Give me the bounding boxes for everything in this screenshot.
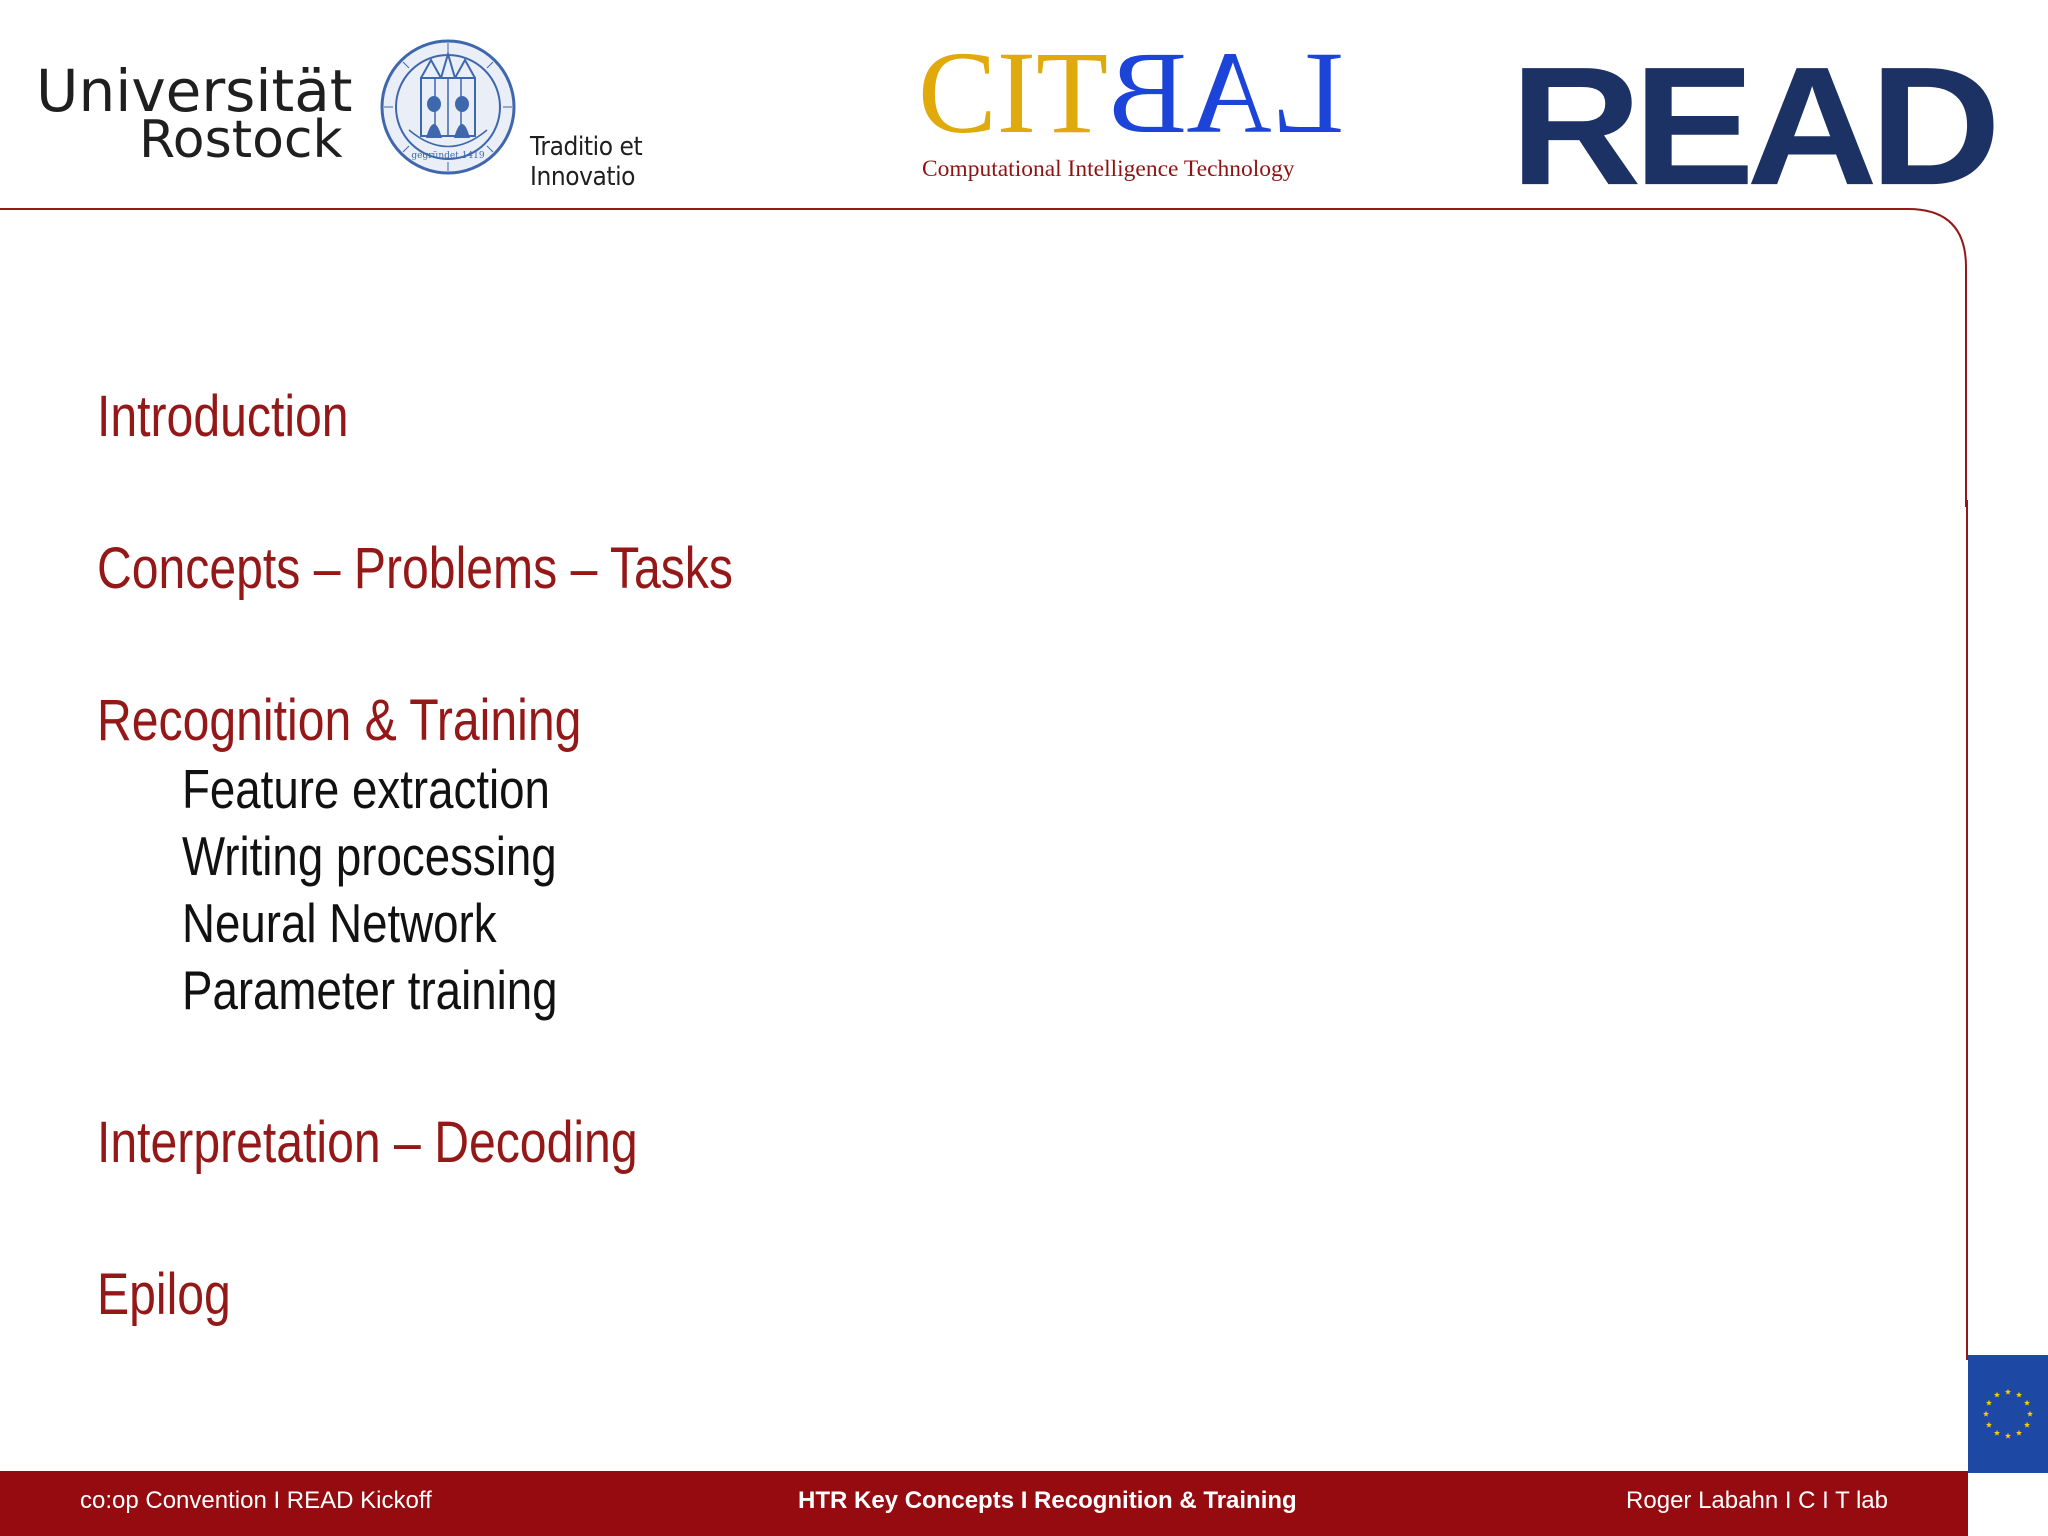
footer-event: co:op Convention I READ Kickoff <box>80 1487 432 1514</box>
outline-subitem-writing-processing: Writing processing <box>182 825 557 887</box>
eu-star <box>2016 1430 2022 1436</box>
outline-item-introduction: Introduction <box>97 384 349 449</box>
citlab-subtitle: Computational Intelligence Technology <box>922 156 1295 182</box>
university-name-line1: Universität <box>36 57 353 125</box>
read-logo: READ <box>1510 32 1993 221</box>
outline-item-interpretation-decoding: Interpretation – Decoding <box>97 1110 638 1175</box>
footer-author: Roger Labahn I C I T lab <box>1626 1487 1888 1514</box>
outline-item-epilog: Epilog <box>97 1262 231 1327</box>
slide-outline <box>97 0 1797 1480</box>
eu-star <box>2005 1389 2011 1395</box>
eu-star <box>2027 1411 2033 1417</box>
seal-inscription: gegründet 1419 <box>411 151 485 161</box>
eu-star <box>1994 1430 2000 1436</box>
outline-item-concepts: Concepts – Problems – Tasks <box>97 536 733 601</box>
footer-title: HTR Key Concepts I Recognition & Training <box>798 1487 1297 1514</box>
eu-star <box>2024 1422 2030 1428</box>
content-right-border <box>1966 500 1970 1360</box>
outline-subitem-feature-extraction: Feature extraction <box>182 758 550 820</box>
slide-footer <box>0 1471 1968 1536</box>
eu-star <box>2005 1433 2011 1439</box>
outline-subitem-parameter-training: Parameter training <box>182 959 558 1021</box>
citlab-wordmark-cit: CIT <box>918 27 1109 158</box>
eu-stars-icon <box>1968 1355 2048 1473</box>
university-motto: Traditio et Innovatio <box>530 132 643 192</box>
university-name-line2: Rostock <box>139 110 343 170</box>
eu-star <box>1983 1411 1989 1417</box>
eu-flag-icon <box>1968 1355 2048 1473</box>
eu-star <box>2024 1400 2030 1406</box>
eu-star <box>1986 1422 1992 1428</box>
citlab-wordmark-lab: LAB <box>1108 27 1345 158</box>
eu-star <box>1994 1392 2000 1398</box>
eu-star <box>1986 1400 1992 1406</box>
eu-star <box>2016 1392 2022 1398</box>
outline-subitem-neural-network: Neural Network <box>182 892 497 954</box>
outline-item-recognition-training: Recognition & Training <box>97 688 582 753</box>
